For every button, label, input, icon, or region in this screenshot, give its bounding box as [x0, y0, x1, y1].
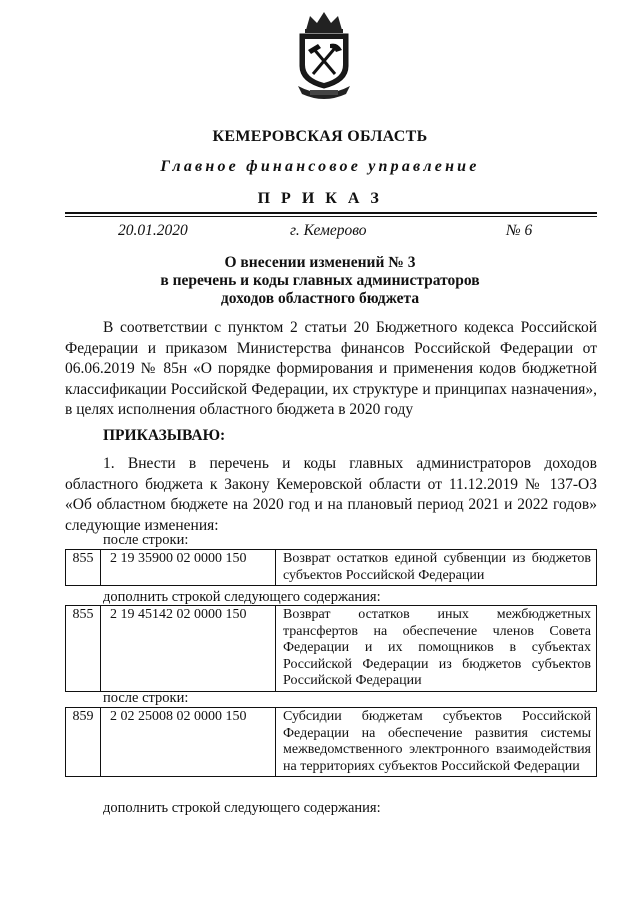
revenue-code-cell: 2 19 35900 02 0000 150	[101, 550, 276, 586]
code-table	[65, 605, 597, 692]
admin-code-cell: 855	[66, 550, 101, 586]
subject-line: доходов областного бюджета	[220, 290, 420, 307]
admin-code-cell: 859	[66, 708, 101, 777]
department-name: Главное финансовое управление	[160, 158, 480, 175]
code-table	[65, 707, 597, 777]
code-table	[65, 549, 597, 586]
order-subject	[0, 254, 640, 308]
revenue-name-cell: Субсидии бюджетам субъектов Российской Федерации на обеспечение развития системы межведомственного электронного взаимодействия на территориях субъектов Российской Федерации	[276, 708, 597, 777]
subject-line: О внесении изменений № 3	[224, 254, 416, 271]
header-rule-thin	[65, 216, 597, 217]
admin-code-cell: 855	[66, 606, 101, 692]
after-row-label: после строки:	[103, 532, 189, 548]
header-rule-thick	[65, 212, 597, 214]
order-city: г. Кемерово	[290, 222, 367, 239]
add-row-label: дополнить строкой следующего содержания:	[103, 589, 381, 605]
after-row-label: после строки:	[103, 690, 189, 706]
region-title: КЕМЕРОВСКАЯ ОБЛАСТЬ	[212, 128, 428, 145]
orders-heading: ПРИКАЗЫВАЮ:	[103, 427, 226, 444]
add-row-label: дополнить строкой следующего содержания:	[103, 800, 381, 816]
item-1-paragraph: 1. Внести в перечень и коды главных администраторов доходов областного бюджета к Закону Кемеровской области от 11.12.2019 № 137-ОЗ «Об областном бюджете на 2020 год и на плановый период 2021 и 2022 годов» следующие изменения:	[65, 455, 597, 534]
revenue-code-cell: 2 19 45142 02 0000 150	[101, 606, 276, 692]
order-date: 20.01.2020	[118, 222, 188, 239]
revenue-name-cell: Возврат остатков единой субвенции из бюджетов субъектов Российской Федерации	[276, 550, 597, 586]
revenue-code-cell: 2 02 25008 02 0000 150	[101, 708, 276, 777]
preamble-paragraph: В соответствии с пунктом 2 статьи 20 Бюджетного кодекса Российской Федерации и приказом Министерства финансов Российской Федерации от 06.06.2019 № 85н «О порядке формирования и применения кодов бюджетной классификации Российской Федерации, их структуре и принципах назначения», в целях исполнения областного бюджета в 2020 году	[65, 319, 597, 418]
table-row	[66, 550, 597, 586]
subject-line: в перечень и коды главных администраторов	[160, 272, 480, 289]
order-number: № 6	[506, 222, 533, 239]
table-row	[66, 606, 597, 692]
table-row	[66, 708, 597, 777]
coat-of-arms-icon	[288, 8, 360, 100]
document-type: П Р И К А З	[257, 190, 383, 207]
revenue-name-cell: Возврат остатков иных межбюджетных трансфертов на обеспечение членов Совета Федерации и их помощников в субъектах Российской Федерации из бюджетов субъектов Российской Федерации	[276, 606, 597, 692]
